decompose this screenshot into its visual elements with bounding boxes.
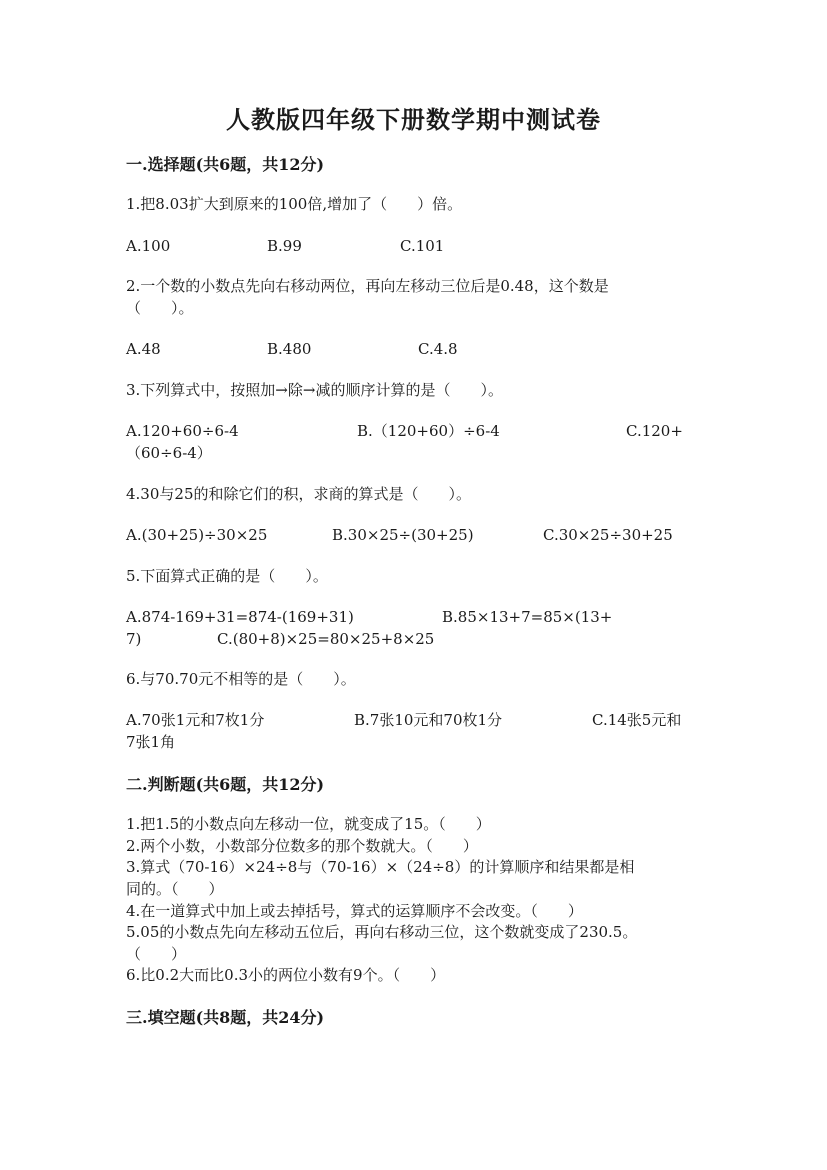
judge-line-1: 1.把1.5的小数点向左移动一位，就变成了15。（ ） [126,815,491,833]
question-1-5: 5.下面算式正确的是（ ）。 [126,567,328,585]
option-1-2-b: B.480 [267,340,312,358]
question-1-6: 6.与70.70元不相等的是（ ）。 [126,670,356,688]
judge-line-5-cont: （ ） [126,945,187,963]
option-1-6-a: A.70张1元和7枚1分 [126,711,265,729]
judge-line-4: 4.在一道算式中加上或去掉括号，算式的运算顺序不会改变。（ ） [126,902,583,920]
option-1-5-a: A.874-169+31=874-(169+31) [126,608,354,626]
section-heading-judge: 二.判断题(共6题，共12分) [126,775,325,794]
option-1-2-a: A.48 [126,340,161,358]
judge-line-5: 5.05的小数点先向左移动五位后，再向右移动三位，这个数就变成了230.5。 [126,923,638,941]
option-1-2-c: C.4.8 [418,340,458,358]
option-1-3-c: C.120+ [626,422,683,440]
judge-line-6: 6.比0.2大而比0.3小的两位小数有9个。（ ） [126,966,446,984]
section-heading-choice: 一.选择题(共6题，共12分) [126,155,325,174]
judge-line-3-cont: 同的。（ ） [126,880,224,898]
option-1-5-b-cont: 7) [126,630,142,648]
question-1-3: 3.下列算式中，按照加→除→减的顺序计算的是（ ）。 [126,381,503,399]
option-1-3-a: A.120+60÷6-4 [126,422,239,440]
option-1-3-b: B.（120+60）÷6-4 [357,422,500,440]
judge-line-3: 3.算式（70-16）×24÷8与（70-16）×（24÷8）的计算顺序和结果都是相 [126,858,635,876]
option-1-6-b: B.7张10元和70枚1分 [354,711,503,729]
option-1-4-b: B.30×25÷(30+25) [332,526,474,544]
option-1-1-b: B.99 [267,237,302,255]
question-1-4: 4.30与25的和除它们的积，求商的算式是（ ）。 [126,485,471,503]
page-title: 人教版四年级下册数学期中测试卷 [226,105,601,134]
option-1-4-a: A.(30+25)÷30×25 [126,526,268,544]
section-heading-fill: 三.填空题(共8题，共24分) [126,1008,325,1027]
question-1-1: 1.把8.03扩大到原来的100倍,增加了（ ）倍。 [126,195,463,213]
option-1-5-c: C.(80+8)×25=80×25+8×25 [217,630,435,648]
option-1-1-a: A.100 [126,237,171,255]
question-1-2-line1: 2.一个数的小数点先向右移动两位，再向左移动三位后是0.48，这个数是 [126,277,609,295]
option-1-1-c: C.101 [400,237,445,255]
option-1-3-c-cont: （60÷6-4） [126,444,212,462]
judge-line-2: 2.两个小数，小数部分位数多的那个数就大。（ ） [126,837,478,855]
option-1-5-b: B.85×13+7=85×(13+ [442,608,613,626]
question-1-2-line2: （ ）。 [126,299,194,317]
option-1-6-c-cont: 7张1角 [126,733,176,751]
option-1-4-c: C.30×25÷30+25 [543,526,673,544]
option-1-6-c: C.14张5元和 [592,711,682,729]
